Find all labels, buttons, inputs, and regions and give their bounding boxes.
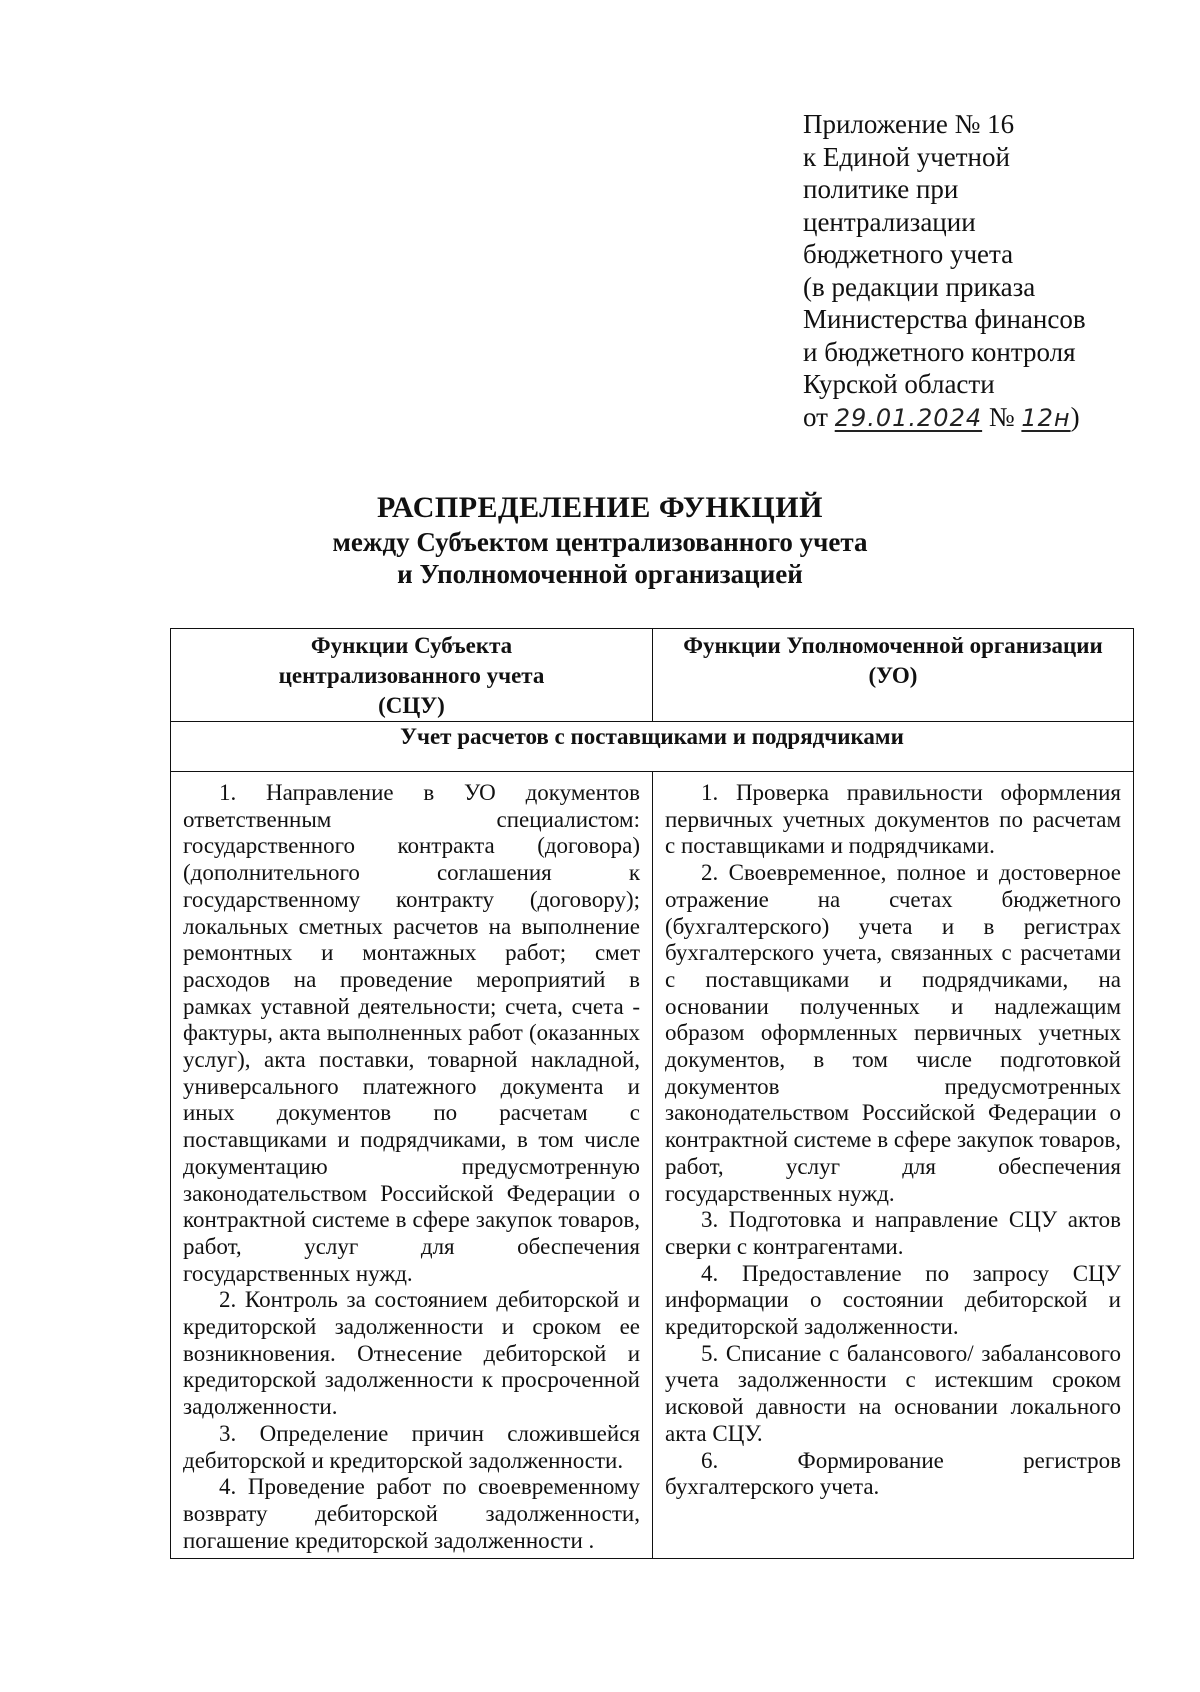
date-prefix: от (803, 401, 835, 432)
uo-functions-cell (653, 772, 1134, 1559)
appendix-line: Курской области (803, 369, 995, 399)
title-subtitle-1: между Субъектом централизованного учета (332, 527, 868, 557)
col-header-scu: Функции Субъекта централизованного учета (СЦУ) (171, 629, 653, 722)
list-item: 4. Предоставление по запросу СЦУ информации о состоянии дебиторской и кредиторской задолженности. (665, 1260, 1121, 1340)
handwritten-date: 29.01.2024 (834, 403, 983, 432)
list-item: 3. Определение причин сложившейся дебиторской и кредиторской задолженности. (183, 1420, 640, 1473)
document-title (0, 490, 1200, 590)
closing-paren: ) (1070, 401, 1080, 432)
appendix-line: (в редакции приказа (803, 271, 1036, 302)
scu-functions-cell (171, 772, 653, 1559)
table-header-row (171, 629, 1134, 722)
appendix-line: бюджетного учета (803, 239, 1014, 269)
list-item: 6. Формирование регистров бухгалтерского учета. (665, 1447, 1121, 1500)
list-item: 2. Контроль за состоянием дебиторской и кредиторской задолженности и сроком ее возникновения. Отнесение дебиторской и кредиторской задолженности к просроченной задолженности. (183, 1287, 640, 1420)
list-item: 1. Проверка правильности оформления первичных учетных документов по расчетам с поставщиками и подрядчиками. (665, 780, 1121, 859)
appendix-line: к Единой учетной (803, 141, 1010, 172)
appendix-line: и бюджетного контроля (803, 336, 1076, 367)
appendix-block (803, 108, 1143, 434)
section-row (171, 722, 1134, 772)
title-subtitle-2: и Уполномоченной организацией (397, 559, 803, 589)
list-item: 4. Проведение работ по своевременному возврату дебиторской задолженности, погашение кредиторской задолженности . (183, 1474, 640, 1553)
appendix-line: централизации (803, 206, 976, 237)
section-title: Учет расчетов с поставщиками и подрядчиками (171, 722, 1134, 772)
appendix-date-line (803, 401, 1143, 435)
list-item: 3. Подготовка и направление СЦУ актов сверки с контрагентами. (665, 1207, 1121, 1259)
list-item: 1. Направление в УО документов ответственным специалистом: государственного контракта (договора) (дополнительного соглашения к государственному контракту (договору); локальных сметных расчетов на выполнение ремонтных и монтажных работ; смет расходов на проведение мероприятий в рамках уставной деятельности; счета, счета - фактуры, акта выполненных работ (оказанных услуг), акта поставки, товарной накладной, универсального платежного документа и иных документов по расчетам с поставщиками и подрядчиками, в том числе документацию предусмотренную законодательством Российской Федерации о контрактной системе в сфере закупок товаров, работ, услуг для обеспечения государственных нужд. (183, 780, 640, 1286)
number-prefix: № (982, 401, 1022, 432)
table-row (171, 772, 1134, 1559)
appendix-line: Министерства финансов (803, 304, 1086, 334)
col-header-uo: Функции Уполномоченной организации (УО) (653, 629, 1134, 722)
appendix-line: Приложение № 16 (803, 109, 1015, 139)
list-item: 2. Своевременное, полное и достоверное отражение на счетах бюджетного (бухгалтерского) учета и в регистрах бухгалтерского учета, связанных с расчетами с поставщиками и подрядчиками, на основании полученных и надлежащим образом оформленных первичных учетных документов, в том числе подготовкой документов предусмотренных законодательством Российской Федерации о контрактной системе в сфере закупок товаров, работ, услуг для обеспечения государственных нужд. (665, 860, 1121, 1206)
list-item: 5. Списание с балансового/ забалансового учета задолженности с истекшим сроком исковой давности на основании локального акта СЦУ. (665, 1340, 1121, 1446)
title-main: РАСПРЕДЕЛЕНИЕ ФУНКЦИЙ (377, 491, 823, 524)
functions-table (170, 628, 1134, 1559)
appendix-line: политике при (803, 174, 959, 204)
handwritten-number: 12н (1021, 403, 1071, 432)
